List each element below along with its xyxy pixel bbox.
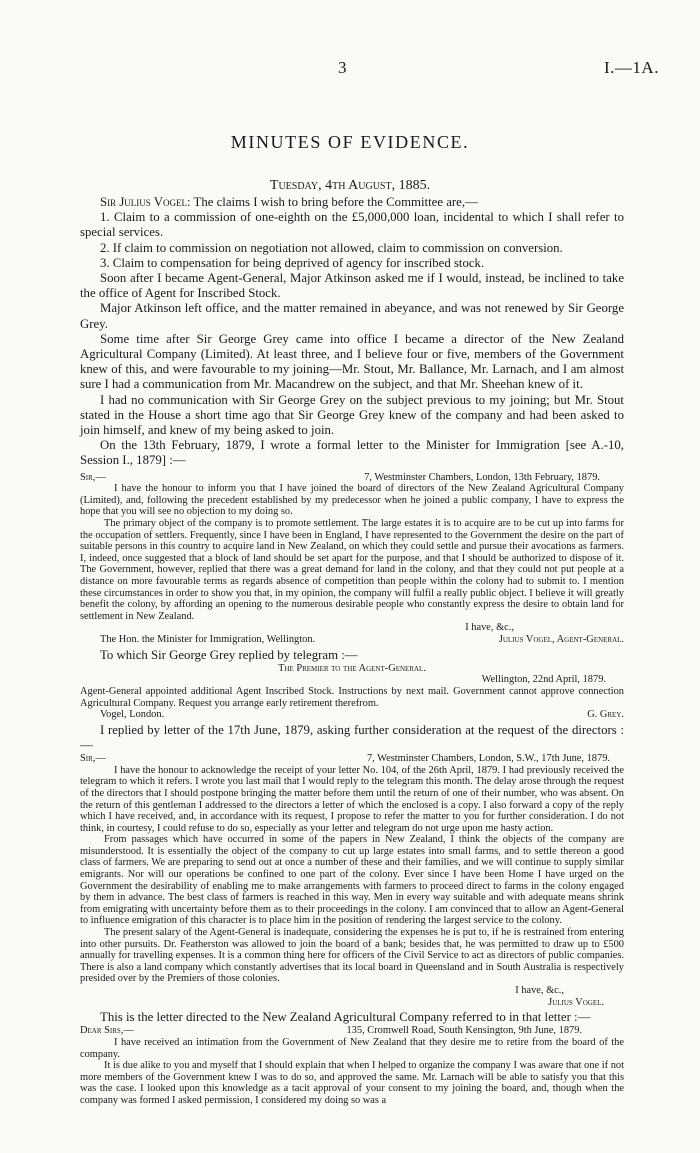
paragraph: Major Atkinson left office, and the matter remained in abeyance, and was not renewed by Sir George Grey.	[80, 301, 624, 331]
document-body	[80, 195, 624, 1107]
claim-3: 3. Claim to compensation for being deprived of agency for inscribed stock.	[100, 255, 485, 270]
letter-3	[80, 1025, 624, 1106]
letter-salutation: Dear Sirs,—	[80, 1025, 134, 1037]
claim-2: 2. If claim to commission on negotiation not allowed, claim to commission on conversion.	[100, 240, 563, 255]
paragraph: Some time after Sir George Grey came into office I became a director of the New Zealand Agricultural Company (Limited). At least three, and I believe four or five, members of the Government knew of this, and were favourable to my joining—Mr. Stout, Mr. Ballance, Mr. Larnach, and I am almost sure I had a communication from Mr. Macandrew on the subject, and that Mr. Sheehan knew of it.	[80, 331, 624, 392]
letter-signature: Julius Vogel.	[548, 996, 604, 1008]
page-number: 3	[338, 58, 347, 77]
letter-paragraph: The primary object of the company is to promote settlement. The large estates it is to acquire are to be cut up into farms for the occupation of settlers. Frequently, since I have been in England, I have represented to the Government the desire on the part of suitable persons in this country to acquire land in New Zealand, on which they could settle and pursue their avocations as farmers. I, indeed, once suggested that a block of land should be set apart for the purpose, and that I should be authorized to dispose of it. The Government, however, replied that there was a great demand for land in the colony, and that they could not put people at a distance on more favourable terms as regards absence of competition than people within the colony had to submit to. I mention these circumstances in order to show you that, in my opinion, the company will fulfil a really public object. I believe it will greatly benefit the colony, by affording an opening to the numerous desirable people who constantly express the desire to obtain land for settlement in New Zealand.	[80, 518, 624, 622]
telegram	[80, 663, 624, 721]
paragraph: Soon after I became Agent-General, Major Atkinson asked me if I would, instead, be inclined to take the office of Agent for Inscribed Stock.	[80, 271, 624, 301]
speaker-name: Sir Julius Vogel	[100, 195, 187, 209]
letter-paragraph: It is due alike to you and myself that I should explain that when I helped to organize the company I was aware that one if not more members of the Government knew I was to do so, and approved the same. Mr. Larnach will be able to satisfy you that this was the case. I looked upon this knowledge as a tacit approval of your consent to my joining the board, and, though when the company was formed I asked permission, I considered my doing so was a	[80, 1060, 624, 1106]
telegram-intro: To which Sir George Grey replied by telegram :—	[100, 647, 358, 662]
reply-intro: I replied by letter of the 17th June, 1879, asking further consideration at the request of the directors :—	[80, 722, 624, 752]
letter-closing: I have, &c.,	[515, 985, 564, 997]
letter-3-intro: This is the letter directed to the New Zealand Agricultural Company referred to in that letter :—	[100, 1010, 591, 1025]
telegram-body: Agent-General appointed additional Agent Inscribed Stock. Instructions by next mail. Government cannot approve connection Agricultural Company. Request you arrange early retirement therefrom.	[80, 685, 624, 709]
letter-salutation: Sir,—	[80, 471, 106, 483]
document-reference: I.—1A.	[604, 58, 659, 77]
letter-paragraph: I have the honour to acknowledge the receipt of your letter No. 104, of the 26th April, 1879. I had previously received the telegram to which it refers. I wrote you last mail that I would reply to the telegram this month. The delay arose through the request of the directors that I should postpone bringing the matter before them until the return of one of their number, who was absent. On the return of this gentleman I addressed to the directors a letter of which the enclosed is a copy. I also forward a copy of the reply which I have received, and, in accordance with its request, I propose to refer the matter to you for further consideration. I do not think, in courtesy, I could refuse to do so, especially as your letter and telegram do not urge upon me hasty action.	[80, 764, 624, 834]
letter-1	[80, 472, 624, 646]
letter-address: 135, Cromwell Road, South Kensington, 9th June, 1879.	[346, 1025, 582, 1037]
letter-paragraph: The present salary of the Agent-General is inadequate, considering the expenses he is put to, if he is restrained from entering into other pursuits. Dr. Featherston was allowed to join the board of a bank; besides that, he was permitted to draw up to £500 annually for travelling expenses. It is a common thing here for officers of the Civil Service to act as directors of public companies. There is also a land company which constantly advertises that its local board in Queensland and in South Australia is respectively presided over by the Premiers of those colonies.	[80, 927, 624, 985]
letter-closing: I have, &c.,	[465, 622, 514, 634]
telegram-from: G. Grey.	[587, 709, 624, 721]
letter-addressee: The Hon. the Minister for Immigration, Wellington.	[100, 633, 316, 645]
letter-address: 7, Westminster Chambers, London, 13th February, 1879.	[364, 471, 600, 483]
letter-address: 7, Westminster Chambers, London, S.W., 17th June, 1879.	[366, 753, 610, 765]
telegram-place-date: Wellington, 22nd April, 1879.	[481, 674, 606, 686]
claim-1: 1. Claim to a commission of one-eighth on the £5,000,000 loan, incidental to which I shall refer to special services.	[80, 210, 624, 240]
paragraph: I had no communication with Sir George Grey on the subject previous to my joining; but Mr. Stout stated in the House a short time ago that Sir George Grey knew of the company and had been asked to join himself, and knew of my being asked to join.	[80, 392, 624, 438]
telegram-heading: The Premier to the Agent-General.	[278, 662, 426, 674]
letter-salutation: Sir,—	[80, 753, 106, 765]
letter-paragraph: From passages which have occurred in some of the papers in New Zealand, I think the objects of the company are misunderstood. It is essentially the object of the company to cut up large estates into small farms, and to settle thereon a good class of farmers. We are preparing to send out at once a number of these and their families, and we will continue to supply similar emigrants. Nor will our operations be confined to one part of the colony. Ever since I have been Home I have urged on the Government the desirability of enabling me to make arrangements with farmers to proceed direct to farms in the colony engaged by them in advance. The best class of farmers is reached in this way. Men in every way suitable and with adequate means shrink from emigrating with uncertainty before them as to their proceedings in the colony. I am convinced that to allow an Agent-General to influence emigration of this character is to place him in the position of rendering the largest service to the colony.	[80, 834, 624, 927]
telegram-to: Vogel, London.	[100, 709, 165, 721]
letter-paragraph: I have received an intimation from the Government of New Zealand that they desire me to retire from the board of the company.	[80, 1037, 624, 1060]
paragraph: On the 13th February, 1879, I wrote a formal letter to the Minister for Immigration [see A.-10, Session I., 1879] :—	[80, 438, 624, 468]
letter-2	[80, 753, 624, 1008]
date-line: Tuesday, 4th August, 1885.	[269, 178, 431, 193]
letter-paragraph: I have the honour to inform you that I have joined the board of directors of the New Zealand Agricultural Company (Limited), and, following the precedent established by my predecessor when he joined a public company, I have to express the hope that you will see no objection to my doing so.	[80, 483, 624, 518]
page-title: MINUTES OF EVIDENCE.	[230, 132, 470, 152]
opening-paragraph: Sir Julius Vogel: The claims I wish to bring before the Committee are,—	[100, 195, 478, 209]
letter-signature: Julius Vogel, Agent-General.	[498, 633, 624, 645]
